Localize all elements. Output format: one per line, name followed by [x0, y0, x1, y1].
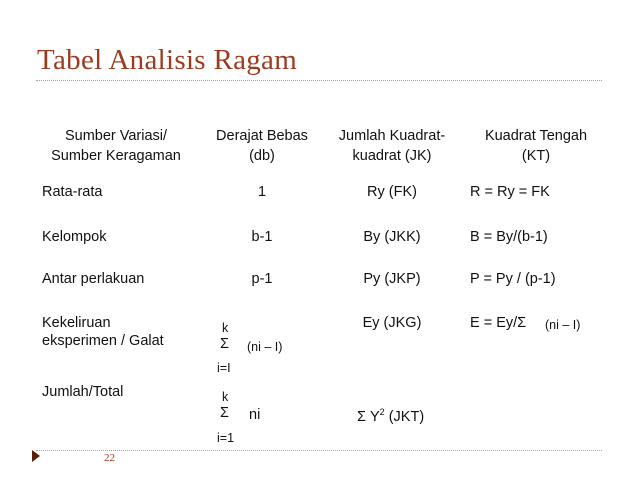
header-source-line2: Sumber Keragaman	[51, 148, 181, 164]
row-group-source: Kelompok	[42, 229, 107, 245]
row-treatment-source: Antar perlakuan	[42, 271, 145, 287]
footer-divider	[36, 450, 602, 451]
row-error-df-sigma: Σ	[220, 336, 229, 352]
row-total-ss-suffix: (JKT)	[384, 408, 425, 425]
header-ss-line1: Jumlah Kuadrat-	[338, 128, 446, 144]
header-ms-line2: (KT)	[521, 148, 551, 164]
row-mean-ss: Ry (FK)	[367, 184, 417, 200]
header-df-line1: Derajat Bebas	[216, 128, 308, 144]
row-error-source-line1: Kekeliruan	[42, 315, 111, 331]
row-mean-df: 1	[257, 184, 267, 200]
title-divider	[36, 80, 602, 81]
header-df	[200, 126, 324, 166]
header-ms-line1: Kuadrat Tengah	[484, 128, 588, 144]
header-ss-line2: kuadrat (JK)	[352, 148, 432, 164]
row-treatment-ss: Py (JKP)	[363, 271, 421, 287]
row-mean-source: Rata-rata	[42, 184, 103, 200]
row-total-df-upper: k	[222, 390, 229, 404]
row-total-source: Jumlah/Total	[42, 384, 124, 400]
row-total-ss-prefix: Σ Y	[357, 408, 380, 425]
row-error-source-line2: eksperimen / Galat	[42, 333, 164, 349]
row-total-ss	[357, 402, 424, 427]
row-error-df-term: (ni – I)	[247, 340, 283, 354]
slide-title: Tabel Analisis Ragam	[37, 44, 298, 76]
header-source-line1: Sumber Variasi/	[64, 128, 168, 144]
header-ss	[328, 126, 456, 166]
row-total-df-lower: i=1	[217, 431, 235, 445]
header-source	[36, 126, 196, 166]
row-error-df-lower: i=I	[217, 361, 231, 375]
row-error-df-upper: k	[222, 321, 229, 335]
slide-number: 22	[104, 452, 115, 464]
row-total-ss-sup: 2	[379, 407, 385, 417]
row-error-ss: Ey (JKG)	[362, 315, 422, 331]
footer-arrow-icon	[32, 450, 40, 462]
header-ms	[462, 126, 610, 166]
row-error-ms-main: E = Ey/Σ	[470, 315, 527, 331]
row-group-df: b-1	[251, 229, 273, 245]
row-group-ms: B = By/(b-1)	[470, 229, 548, 245]
row-mean-ms: R = Ry = FK	[470, 184, 550, 200]
header-df-line2: (db)	[249, 148, 275, 164]
row-treatment-ms: P = Py / (p-1)	[470, 271, 556, 287]
row-treatment-df: p-1	[251, 271, 273, 287]
row-error-ms-term: (ni – I)	[545, 318, 581, 332]
row-group-ss: By (JKK)	[363, 229, 421, 245]
row-total-df-term: ni	[249, 407, 261, 423]
row-total-df-sigma: Σ	[220, 405, 229, 421]
